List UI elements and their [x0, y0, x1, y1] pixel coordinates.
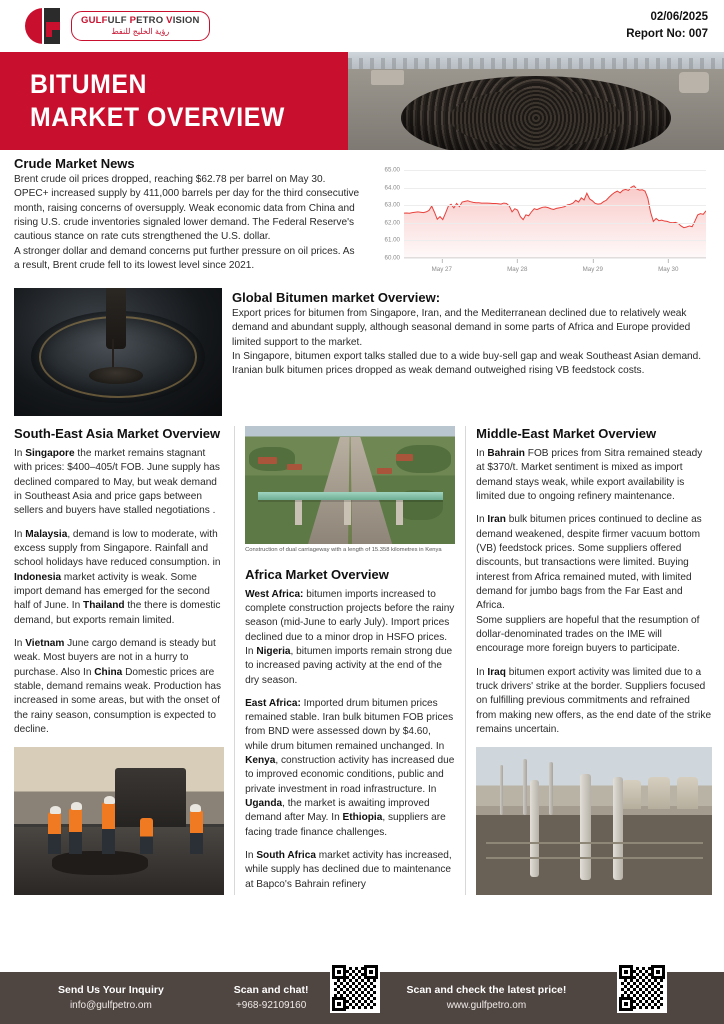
- photo-worker-3: [102, 802, 115, 854]
- banner-tank-right: [679, 72, 709, 94]
- qr-eye-tl-chat: [332, 965, 346, 979]
- banner-tank-left: [371, 70, 405, 86]
- sea-paragraph-2: In Malaysia, demand is low to moderate, with excess supply from Singapore. Rainfall and school holidays have reduced consumption. in Indonesia market activity is weak. Some import demand has emerged for the second half of June. In Thailand the there is domestic demand, but exports remain limited.: [14, 528, 221, 626]
- banner-title-line2: MARKET OVERVIEW: [30, 102, 285, 132]
- footer-price: [406, 983, 566, 1014]
- photo-cooling-tower-1: [677, 777, 698, 810]
- photo-chimney-3: [549, 762, 553, 815]
- me-paragraph-iraq: In Iraq bitumen export activity was limited due to a truck drivers' strike at the border. Suppliers focused on fulfilling previous commitments and refrained from making new offers, as the end date of the strike remains uncertain.: [476, 666, 712, 735]
- report-meta: [626, 9, 708, 42]
- qr-eye-tr-price: [651, 965, 665, 979]
- photo-rooftop-2: [287, 464, 302, 470]
- sea-title: South-East Asia Market Overview: [14, 426, 221, 441]
- title-banner: [0, 52, 724, 150]
- photo-worker-1: [48, 812, 61, 854]
- photo-asphalt-patch: [52, 851, 149, 875]
- photo-cooling-tower-3: [622, 780, 641, 810]
- kenya-carriageway-photo: [245, 426, 455, 544]
- global-bitumen-overview: [232, 288, 712, 416]
- photo-chimney-2: [523, 759, 527, 815]
- chart-gridline: [404, 258, 706, 259]
- column-africa: [234, 426, 466, 895]
- photo-chimney-1: [500, 765, 503, 815]
- logo-wordmark-ar: رؤية الخليج للنفط: [111, 27, 170, 37]
- chart-y-tick-label: 64.00: [384, 184, 400, 192]
- sea-paragraph-1: In Singapore the market remains stagnant with prices: $400–405/t FOB. June supply has declined compared to May, but weak demand in Southeast Asia and price gaps between sellers and buyers have stalled negotiations .: [14, 448, 220, 517]
- photo-helmet-5: [190, 804, 201, 812]
- photo-rooftop-3: [396, 454, 413, 461]
- chart-gridline: [404, 188, 706, 189]
- chart-x-tick-label: May 28: [507, 266, 528, 273]
- column-south-east-asia: [14, 426, 224, 895]
- chart-x-tick-label: May 30: [658, 266, 679, 273]
- banner-title-line1: BITUMEN: [30, 69, 148, 100]
- qr-eye-bl-price: [619, 997, 633, 1011]
- chart-gridline: [404, 240, 706, 241]
- photo-plant-base: [476, 815, 712, 895]
- africa-paragraph-south: In South Africa market activity has increased, while supply has declined due to maintenance at Bapco's Bahrain refinery: [245, 850, 452, 890]
- crude-market-news: [14, 156, 362, 273]
- photo-helmet-1: [50, 806, 61, 814]
- qr-eye-tr-chat: [364, 965, 378, 979]
- photo-bridge-pillar-2: [344, 499, 351, 525]
- report-content: [0, 150, 724, 895]
- photo-helmet-3: [104, 796, 115, 804]
- qr-eye-tl-price: [619, 965, 633, 979]
- footer-price-website[interactable]: www.gulfpetro.om: [446, 1000, 527, 1012]
- bitumen-pool: [89, 367, 143, 384]
- chart-y-tick-label: 62.00: [384, 219, 400, 227]
- photo-worker-5: [190, 810, 203, 854]
- crude-news-paragraph-2: A stronger dollar and demand concerns put further pressure on oil prices. As a result, Brent crude fell to its lowest level since 2021.: [14, 245, 355, 271]
- photo-helmet-2: [71, 802, 82, 810]
- kenya-photo-caption: Construction of dual carriageway with a length of 15.358 kilometres in Kenya: [245, 547, 442, 553]
- me-paragraph-iran: In Iran bulk bitumen prices continued to decline as demand weakened, despite firmer vacuum bottom (VB) feedstock prices. Some suppliers offered discounts, but transactions were limited. Buying interest from Africa remained muted, with limited demand for jumbo bags from the Far East and Africa.: [476, 514, 702, 612]
- bitumen-pour-photo: [14, 288, 222, 416]
- global-overview-paragraph-2: In Singapore, bitumen export talks stalled due to a wide buy-sell gap and weak Southeast Asian demand. Iranian bulk bitumen prices dropped as weak demand outweighed rising VB feedstock costs.: [232, 350, 702, 377]
- brent-price-chart: [368, 162, 712, 280]
- chart-y-tick-label: 63.00: [384, 201, 400, 209]
- chart-x-tick-label: May 29: [582, 266, 603, 273]
- footer-price-title: Scan and check the latest price!: [406, 983, 567, 996]
- crude-news-title: Crude Market News: [14, 156, 135, 171]
- chart-gridline: [404, 205, 706, 206]
- chart-x-tick-label: May 27: [431, 266, 452, 273]
- photo-column-2: [580, 774, 591, 881]
- qr-eye-bl-chat: [332, 997, 346, 1011]
- banner-photo-drums: [348, 52, 724, 150]
- chart-y-tick-label: 60.00: [384, 254, 400, 262]
- africa-title: Africa Market Overview: [245, 566, 389, 582]
- banner-title-block: [0, 52, 348, 150]
- photo-column-1: [530, 780, 539, 878]
- me-paragraph-bahrain: In Bahrain FOB prices from Sitra remained steady at $370/t. Market sentiment is mixed as import demand stays weak, while export availability is limited due to ongoing refinery maintenance.: [476, 448, 703, 502]
- report-number: Report No: 007: [626, 28, 708, 40]
- logo-mark-icon: [22, 6, 64, 46]
- photo-worker-2: [69, 808, 82, 854]
- photo-rooftop-4: [377, 468, 392, 474]
- photo-column-3: [613, 777, 623, 881]
- logo-wordmark: [71, 11, 210, 42]
- regional-columns: [14, 426, 712, 895]
- photo-rooftop-1: [258, 457, 277, 464]
- chart-y-tick-label: 65.00: [384, 166, 400, 174]
- footer-chat-title: Scan and chat!: [233, 983, 309, 996]
- whatsapp-qr-code[interactable]: [330, 963, 380, 1013]
- page-header: [0, 0, 724, 52]
- photo-bridge-pillar-3: [396, 499, 403, 525]
- chart-series-svg: [404, 170, 706, 258]
- photo-bridge-pillar-1: [295, 499, 302, 525]
- me-title: Middle-East Market Overview: [476, 426, 657, 441]
- road-workers-photo: [14, 747, 224, 895]
- bitumen-pour-stream: [106, 288, 127, 349]
- crude-market-row: [14, 156, 712, 280]
- brand-logo: [22, 6, 210, 46]
- logo-wordmark-en: GULFULF PETRO VISION: [81, 14, 200, 26]
- africa-paragraph-west: West Africa: bitumen imports increased to complete construction projects before the rainy season (mid-June to early July). Import prices declined due to a minor drop in HSFO prices. In Nigeria, bitumen imports remain strong due to increased paving activity at the end of the dry season.: [245, 588, 455, 686]
- footer-chat: [234, 983, 309, 1014]
- chart-y-tick-label: 61.00: [384, 236, 400, 244]
- me-paragraph-ime: Some suppliers are hopeful that the resumption of dollar-denominated trades on the IME will encourage more foreign buyers to participate.: [476, 614, 700, 655]
- photo-pipe-rack-1: [486, 842, 703, 844]
- website-qr-code[interactable]: [617, 963, 667, 1013]
- global-overview-paragraph-1: Export prices for bitumen from Singapore, Iran, and the Mediterranean declined due to relatively weak demand and abundant supply, although seasonal demand in some parts of Africa and Europe provided limited support to the market.: [232, 308, 691, 348]
- banner-drum-array: [401, 76, 671, 150]
- footer-inquiry: [58, 983, 164, 1014]
- global-bitumen-row: [14, 288, 712, 416]
- footer-inquiry-title: Send Us Your Inquiry: [58, 983, 164, 996]
- photo-worker-4: [140, 818, 153, 854]
- footer-inquiry-email[interactable]: info@gulfpetro.om: [69, 1000, 152, 1012]
- photo-pedestrian-bridge: [258, 492, 443, 500]
- chart-gridline: [404, 170, 706, 171]
- africa-paragraph-east: East Africa: Imported drum bitumen prices remained stable. Iran bulk bitumen FOB prices from BND were assessed down by $4.60, while drum bitumen remained unchanged. In Kenya, construction activity has increased due to improved economic conditions, public and private investment in road infrastructure. In Uganda, the market is awaiting improved demand after May. In Ethiopia, suppliers are facing trade finance challenges.: [245, 697, 455, 838]
- report-date: 02/06/2025: [650, 11, 708, 24]
- crude-news-paragraph-1: Brent crude oil prices dropped, reaching $62.78 per barrel on May 30. OPEC+ increased supply by 411,000 barrels per day for the third consecutive month, raising concerns of oversupply. Weak economic data from China and rising U.S. crude inventories signaled lower demand. The Federal Reserve's cautious stance on rate cuts strengthened the U.S. dollar.: [14, 174, 360, 243]
- photo-cooling-tower-2: [648, 777, 669, 810]
- footer-chat-phone[interactable]: +968-92109160: [235, 1000, 307, 1012]
- column-middle-east: [476, 426, 712, 895]
- photo-pipe-rack-2: [486, 857, 703, 859]
- chart-plot-area: [384, 166, 706, 273]
- global-overview-title: Global Bitumen market Overview:: [232, 290, 441, 305]
- chart-gridline: [404, 223, 706, 224]
- refinery-photo: [476, 747, 712, 895]
- sea-paragraph-3: In Vietnam June cargo demand is steady but weak. Most buyers are not in a hurry to purchase. Also In China Domestic prices are stable, demand remains weak. Production has increased in some areas, but with the onset of the rainy season, consumption is expected to decline.: [14, 637, 222, 735]
